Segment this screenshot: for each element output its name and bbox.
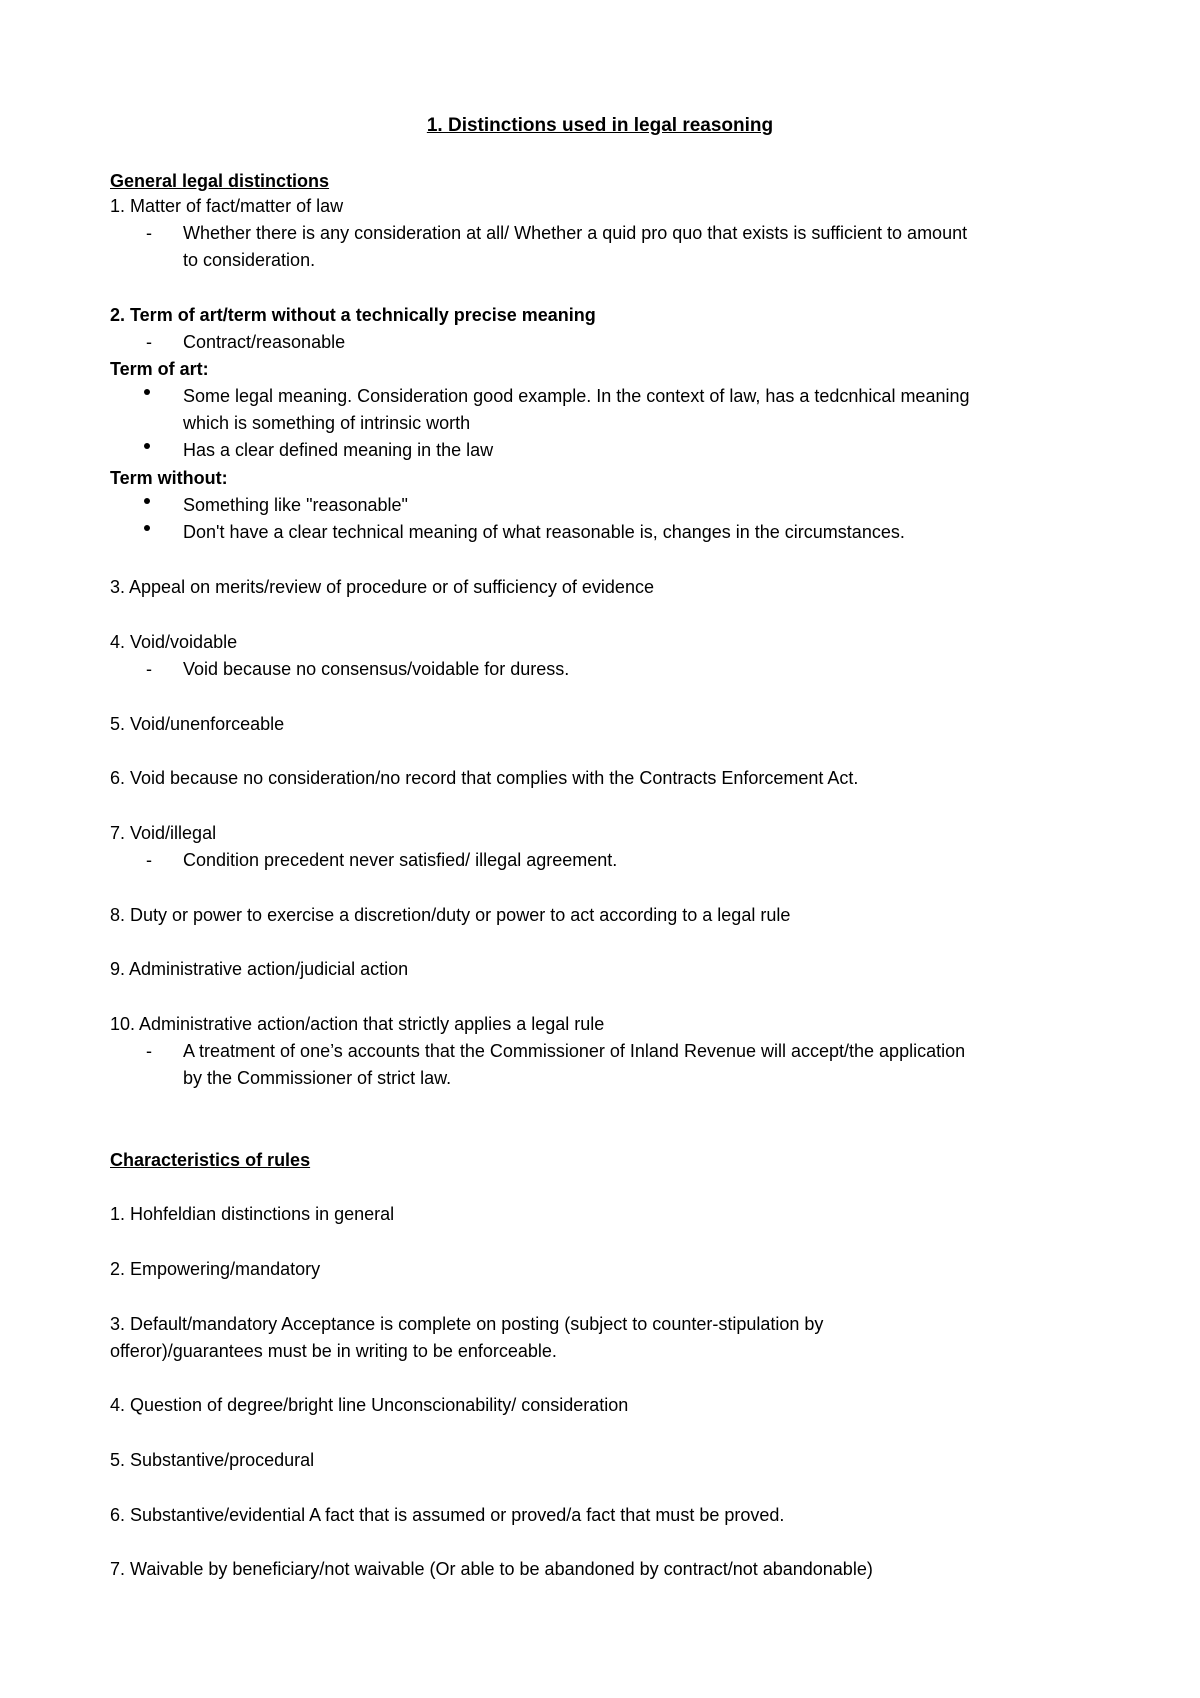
list-item: 1. Matter of fact/matter of law xyxy=(110,196,344,216)
list-item: 6. Substantive/evidential A fact that is assumed or proved/a fact that must be proved. xyxy=(110,1505,785,1525)
dash-marker: - xyxy=(146,850,152,870)
list-item: 3. Default/mandatory Acceptance is complete on posting (subject to counter-stipulation by xyxy=(110,1314,824,1334)
list-item: 3. Appeal on merits/review of procedure or of sufficiency of evidence xyxy=(110,577,654,597)
list-subitem: A treatment of one’s accounts that the Commissioner of Inland Revenue will accept/the application xyxy=(183,1041,966,1061)
term-of-art-label: Term of art: xyxy=(110,359,209,379)
bullet-item: Don't have a clear technical meaning of what reasonable is, changes in the circumstances. xyxy=(183,522,905,542)
dash-marker: - xyxy=(146,1041,152,1061)
section-heading-characteristics: Characteristics of rules xyxy=(110,1150,311,1170)
list-item: 5. Substantive/procedural xyxy=(110,1450,315,1470)
list-subitem: Whether there is any consideration at all/ Whether a quid pro quo that exists is sufficient to amount xyxy=(183,223,968,243)
list-item: 9. Administrative action/judicial action xyxy=(110,959,409,979)
list-subitem-cont: to consideration. xyxy=(183,250,316,270)
bullet-icon xyxy=(144,525,150,531)
bullet-item: Something like "reasonable" xyxy=(183,495,408,515)
list-item: 2. Term of art/term without a technically precise meaning xyxy=(110,305,596,325)
list-item: 7. Void/illegal xyxy=(110,823,217,843)
list-subitem: Contract/reasonable xyxy=(183,332,346,352)
list-subitem-cont: by the Commissioner of strict law. xyxy=(183,1068,452,1088)
list-item: 5. Void/unenforceable xyxy=(110,714,285,734)
list-item-cont: offeror)/guarantees must be in writing to be enforceable. xyxy=(110,1341,557,1361)
dash-marker: - xyxy=(146,332,152,352)
page-title: 1. Distinctions used in legal reasoning xyxy=(426,115,774,136)
dash-marker: - xyxy=(146,223,152,243)
term-without-label: Term without: xyxy=(110,468,228,488)
list-item: 4. Question of degree/bright line Unconscionability/ consideration xyxy=(110,1395,629,1415)
section-heading-general: General legal distinctions xyxy=(110,171,330,191)
list-item: 1. Hohfeldian distinctions in general xyxy=(110,1204,395,1224)
dash-marker: - xyxy=(146,659,152,679)
list-item: 10. Administrative action/action that strictly applies a legal rule xyxy=(110,1014,605,1034)
bullet-item: Has a clear defined meaning in the law xyxy=(183,440,494,460)
list-subitem: Void because no consensus/voidable for duress. xyxy=(183,659,570,679)
bullet-icon xyxy=(144,443,150,449)
list-item: 7. Waivable by beneficiary/not waivable (Or able to be abandoned by contract/not abandonable) xyxy=(110,1559,873,1579)
bullet-item-cont: which is something of intrinsic worth xyxy=(183,413,471,433)
list-item: 8. Duty or power to exercise a discretion/duty or power to act according to a legal rule xyxy=(110,905,791,925)
list-item: 6. Void because no consideration/no record that complies with the Contracts Enforcement Act. xyxy=(110,768,859,788)
bullet-item: Some legal meaning. Consideration good example. In the context of law, has a tedcnhical meaning xyxy=(183,386,970,406)
list-item: 4. Void/voidable xyxy=(110,632,238,652)
bullet-icon xyxy=(144,389,150,395)
bullet-icon xyxy=(144,498,150,504)
list-item: 2. Empowering/mandatory xyxy=(110,1259,321,1279)
list-subitem: Condition precedent never satisfied/ illegal agreement. xyxy=(183,850,618,870)
